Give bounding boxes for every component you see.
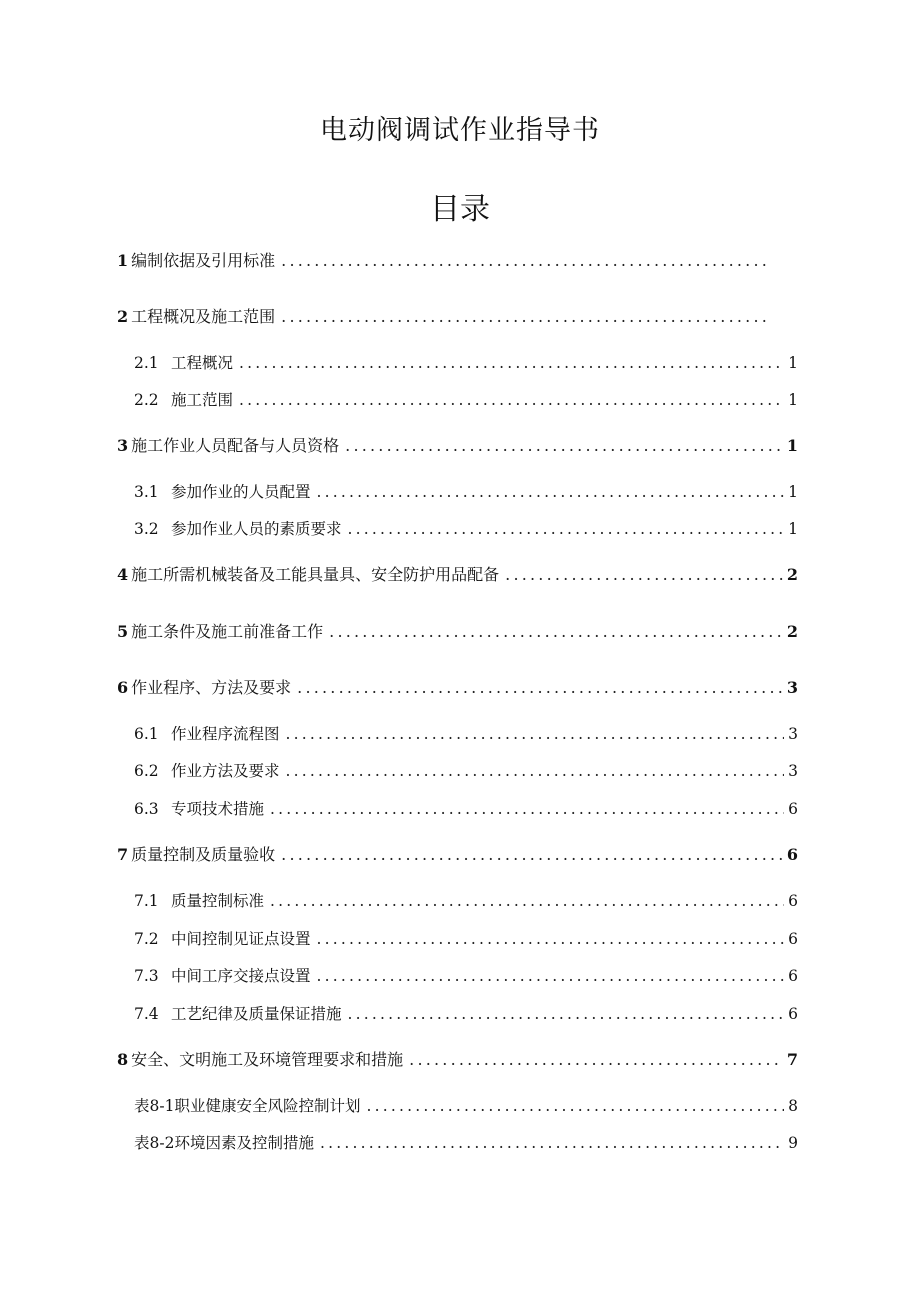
toc-entry-4[interactable] [117,563,798,587]
toc-entry-number: 7.4 [134,1005,159,1023]
toc-entry-7[interactable] [117,843,798,867]
toc-entry-2-2[interactable] [134,388,798,412]
toc-leader-dots [505,563,783,587]
toc-entry-1[interactable] [117,249,798,273]
document-title: 电动阀调试作业指导书 [320,115,600,146]
toc-entry-number: 3.2 [134,520,159,538]
toc-entry-page: 1 [788,483,798,501]
toc-leader-dots [329,620,783,644]
toc-entry-3[interactable] [117,434,798,458]
toc-entry-5[interactable] [117,620,798,644]
toc-leader-dots [345,434,783,458]
toc-entry-page: 2 [786,622,798,641]
toc-leader-dots [281,305,770,329]
toc-entry-6-1[interactable] [134,722,798,746]
toc-entry-page: 1 [786,436,798,455]
toc-entry-page: 6 [788,967,798,985]
toc-entry-number: 6 [117,678,129,697]
toc-entry-7-1[interactable] [134,889,798,913]
toc-leader-dots [348,1002,784,1026]
toc-entry-page: 7 [786,1050,798,1069]
toc-entry-title: 作业程序流程图 [171,725,280,743]
toc-entry-page: 6 [788,1005,798,1023]
toc-entry-number: 8 [117,1050,129,1069]
toc-leader-dots [317,927,784,951]
toc-entry-page: 6 [788,800,798,818]
toc-entry-title: 环境因素及控制措施 [174,1134,314,1152]
toc-entry-2[interactable] [117,305,798,329]
toc-entry-page: 1 [788,391,798,409]
toc-leader-dots [281,249,770,273]
toc-entry-page: 1 [788,520,798,538]
toc-entry-title: 作业方法及要求 [171,762,280,780]
toc-entry-3-2[interactable] [134,517,798,541]
toc-entry-page: 1 [788,354,798,372]
toc-entry-7-4[interactable] [134,1002,798,1026]
toc-entry-number: 7.2 [134,930,159,948]
toc-entry-number: 表8-1 [134,1097,175,1115]
toc-entry-title: 施工作业人员配备与人员资格 [131,436,340,455]
toc-entry-number: 表8-2 [134,1134,175,1152]
toc-entry-number: 2.1 [134,354,159,372]
toc-entry-number: 5 [117,622,129,641]
toc-entry-title: 作业程序、方法及要求 [131,678,292,697]
toc-leader-dots [317,964,784,988]
toc-entry-page: 6 [788,930,798,948]
toc-leader-dots [239,388,784,412]
toc-entry-number: 4 [117,565,129,584]
toc-entry-number: 6.3 [134,800,159,818]
toc-entry-table-8-2[interactable] [134,1131,798,1155]
toc-leader-dots [366,1094,784,1118]
toc-entry-title: 质量控制及质量验收 [131,845,276,864]
toc-entry-title: 编制依据及引用标准 [131,251,276,270]
toc-entry-title: 施工所需机械装备及工能具量具、安全防护用品配备 [131,565,500,584]
toc-entry-title: 中间控制见证点设置 [171,930,311,948]
toc-entry-title: 职业健康安全风险控制计划 [174,1097,361,1115]
toc-leader-dots [239,351,784,375]
toc-entry-title: 质量控制标准 [171,892,265,910]
toc-entry-title: 专项技术措施 [171,800,265,818]
toc-entry-7-3[interactable] [134,964,798,988]
toc-entry-6-3[interactable] [134,797,798,821]
toc-leader-dots [286,722,784,746]
toc-leader-dots [270,889,784,913]
toc-entry-table-8-1[interactable] [134,1094,798,1118]
toc-leader-dots [286,759,784,783]
toc-entry-number: 3 [117,436,129,455]
toc-entry-title: 工程概况及施工范围 [131,307,276,326]
toc-leader-dots [320,1131,784,1155]
toc-entry-page: 3 [788,725,798,743]
toc-entry-page: 6 [788,892,798,910]
toc-entry-number: 1 [117,251,129,270]
toc-leader-dots [281,843,783,867]
toc-entry-3-1[interactable] [134,480,798,504]
toc-leader-dots [270,797,784,821]
toc-entry-title: 中间工序交接点设置 [171,967,311,985]
toc-entry-title: 安全、文明施工及环境管理要求和措施 [131,1050,404,1069]
toc-entry-title: 参加作业的人员配置 [171,483,311,501]
toc-entry-title: 参加作业人员的素质要求 [171,520,342,538]
toc-entry-number: 2 [117,307,129,326]
toc-entry-number: 7 [117,845,129,864]
toc-entry-7-2[interactable] [134,927,798,951]
toc-leader-dots [317,480,784,504]
toc-leader-dots [348,517,784,541]
toc-entry-number: 3.1 [134,483,159,501]
toc-entry-8[interactable] [117,1048,798,1072]
toc-entry-number: 6.1 [134,725,159,743]
toc-entry-page: 6 [786,845,798,864]
toc-entry-title: 施工条件及施工前准备工作 [131,622,324,641]
toc-entry-page: 2 [786,565,798,584]
toc-entry-number: 6.2 [134,762,159,780]
toc-entry-6[interactable] [117,676,798,700]
toc-entry-page: 9 [788,1134,798,1152]
toc-entry-title: 工程概况 [171,354,234,372]
toc-leader-dots [409,1048,783,1072]
toc-entry-title: 工艺纪律及质量保证措施 [171,1005,342,1023]
toc-entry-number: 7.3 [134,967,159,985]
toc-heading: 目录 [430,192,490,227]
toc-entry-page: 8 [788,1097,798,1115]
toc-entry-2-1[interactable] [134,351,798,375]
toc-entry-6-2[interactable] [134,759,798,783]
toc-entry-page: 3 [786,678,798,697]
toc-entry-number: 2.2 [134,391,159,409]
toc-leader-dots [297,676,783,700]
toc-entry-number: 7.1 [134,892,159,910]
toc-entry-page: 3 [788,762,798,780]
toc-entry-title: 施工范围 [171,391,234,409]
